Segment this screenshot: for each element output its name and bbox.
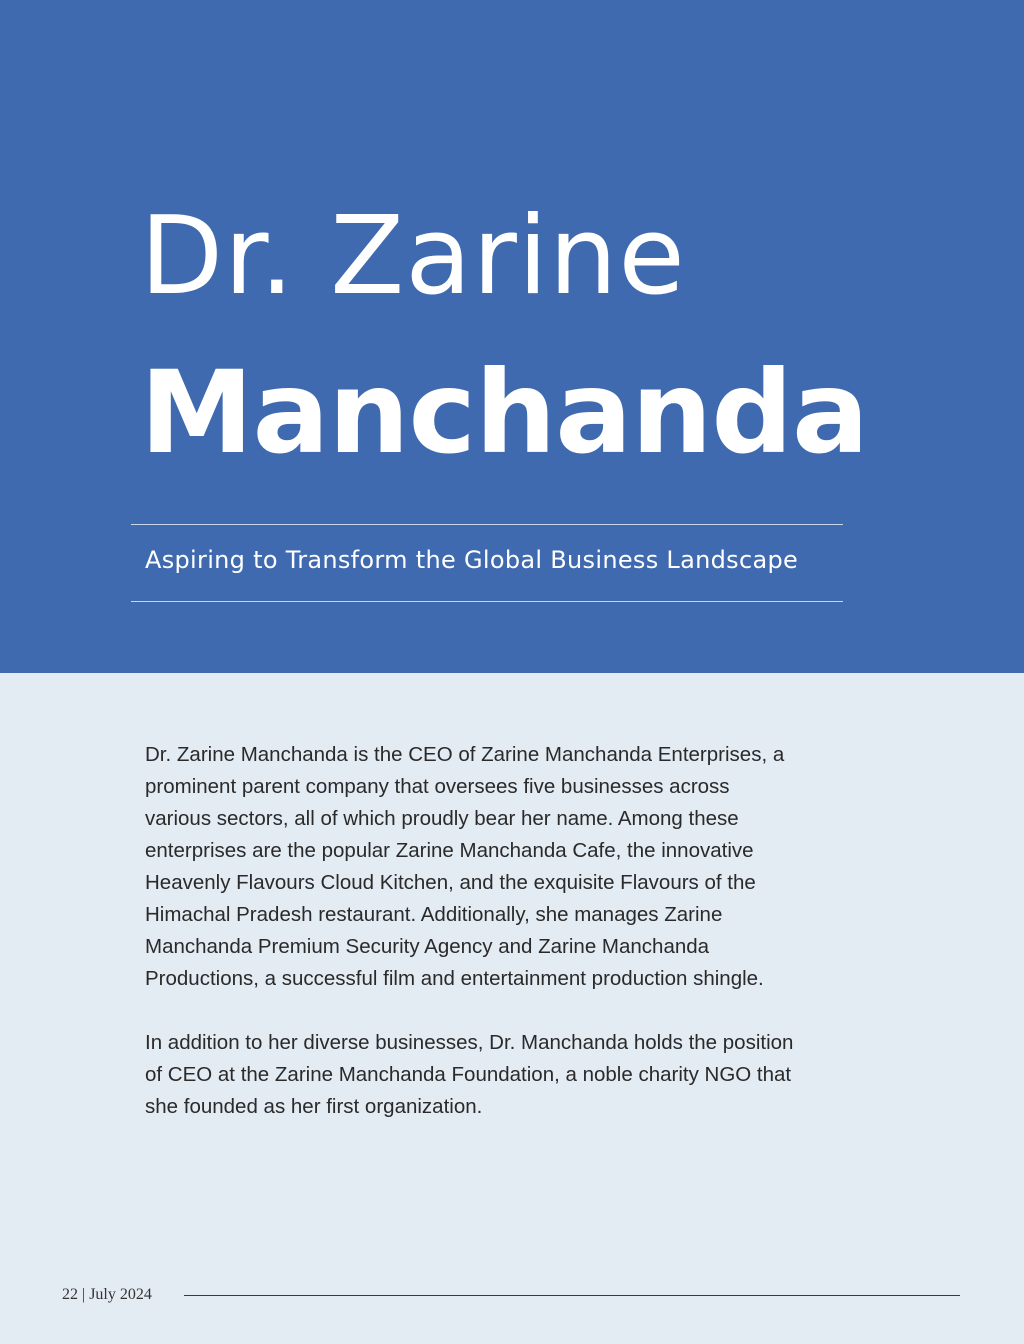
title-first-line: Dr. Zarine [140, 194, 686, 319]
paragraph: Dr. Zarine Manchanda is the CEO of Zarine Manchanda Enterprises, a prominent parent company that oversees five businesses across various sectors, all of which proudly bear her name. Among these enterprises are the popular Zarine Manchanda Cafe, the innovative Heavenly Flavours Cloud Kitchen, and the exquisite Flavours of the Himachal Pradesh restaurant. Additionally, she manages Zarine Manchanda Premium Security Agency and Zarine Manchanda Productions, a successful film and entertainment production shingle. [145, 743, 785, 990]
article-body [145, 739, 795, 1155]
title-second-line: Manchanda [140, 346, 868, 479]
subtitle: Aspiring to Transform the Global Business Landscape [145, 546, 799, 574]
subtitle-divider-bottom [131, 601, 843, 602]
paragraph: In addition to her diverse businesses, Dr. Manchanda holds the position of CEO at the Zarine Manchanda Foundation, a noble charity NGO that she founded as her first organization. [145, 1031, 794, 1118]
page-number-date: 22 | July 2024 [62, 1286, 152, 1303]
subtitle-divider-top [131, 524, 843, 525]
footer-divider [184, 1295, 960, 1296]
